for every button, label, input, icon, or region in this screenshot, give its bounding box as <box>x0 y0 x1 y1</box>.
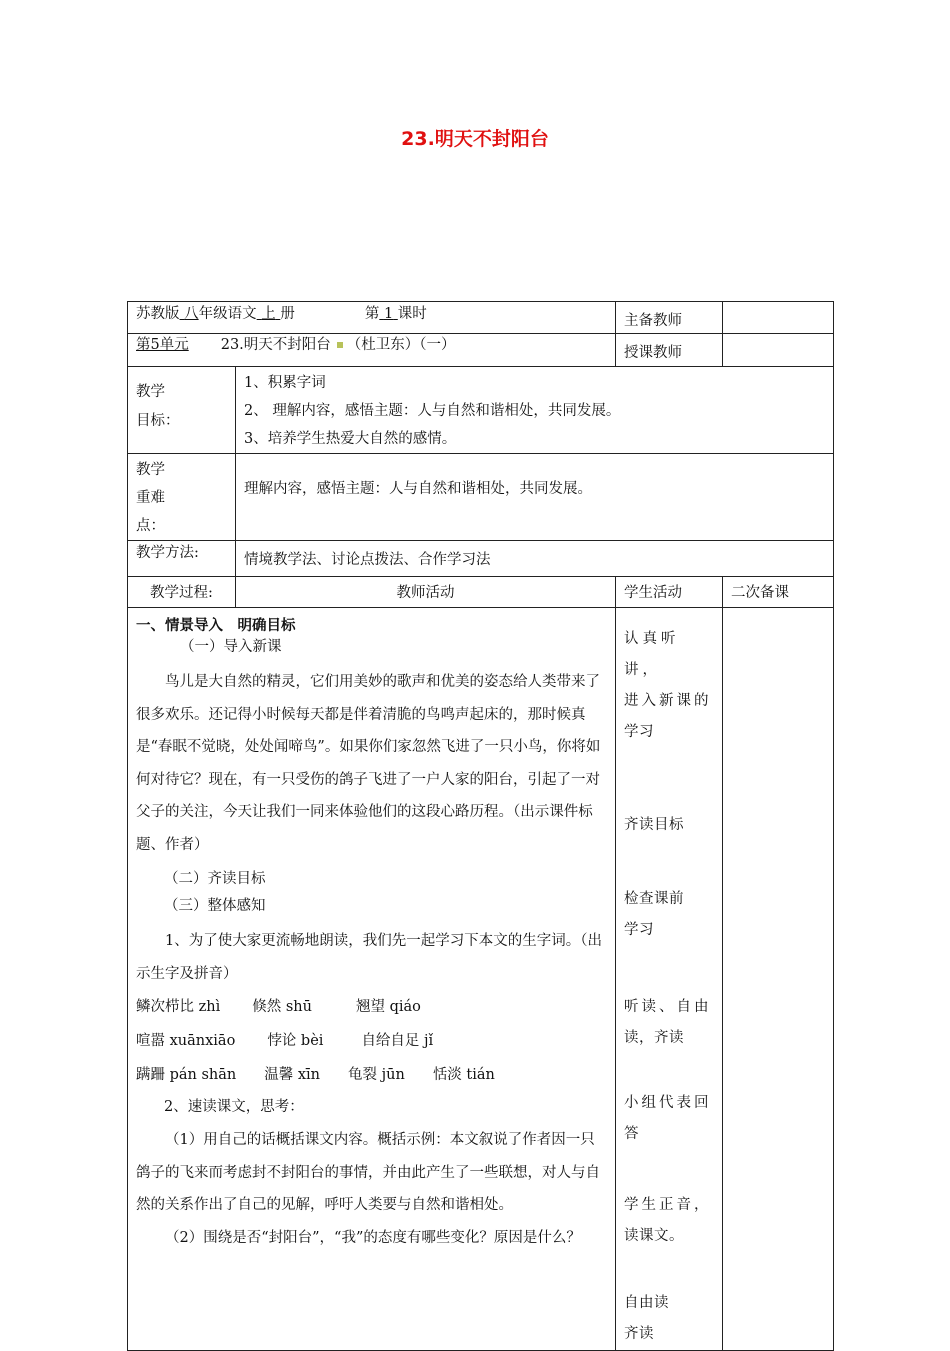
vocab-word: 温馨 xīn <box>264 1067 321 1083</box>
answer-2: （2）围绕是否“封阳台”，“我”的态度有哪些变化？原因是什么？ <box>165 1229 581 1246</box>
teacher-header-cell <box>236 577 616 608</box>
vocab-word: 蹒跚 pán shān <box>136 1067 237 1083</box>
vocab-word: 喧嚣 xuānxiāo <box>136 1033 236 1049</box>
student-header-cell <box>616 577 723 608</box>
sub-heading: （一）导入新课 <box>180 639 282 655</box>
backup-header: 二次备课 <box>731 585 789 601</box>
student-line: 学习 <box>624 724 654 740</box>
key-points-content <box>236 454 834 541</box>
volume-suffix: 册 <box>280 306 295 322</box>
volume: 上 <box>261 306 276 322</box>
lesson-title: 23.明天不封阳台 <box>220 337 331 353</box>
key-points-label-cell <box>128 454 236 541</box>
student-activity-content <box>616 608 723 1351</box>
backup-header-cell <box>723 577 834 608</box>
lesson-suffix: 课时 <box>397 306 427 322</box>
edition: 苏教版 <box>136 306 180 322</box>
dot-mark <box>337 342 343 348</box>
main-teacher-label: 主备教师 <box>624 313 682 329</box>
vocab-word: 鳞次栉比 zhì <box>136 999 221 1015</box>
vocab-row <box>136 990 607 1024</box>
student-activity-header: 学生活动 <box>624 585 682 601</box>
lesson-prefix: 第 <box>364 306 380 322</box>
page-title: 23.明天不封阳台 <box>401 128 549 150</box>
section-heading: 一、情景导入 明确目标 <box>136 618 296 634</box>
goal-item: 2、 理解内容，感悟主题：人与自然和谐相处，共同发展。 <box>244 403 621 419</box>
answer-1: （1）用自己的话概括课文内容。概括示例：本文叙说了作者因一只鸽子的飞来而考虑封不封阳台的事情，并由此产生了一些联想，对人与自然的关系作出了自己的见解，呼吁人类要与自然和谐相处。 <box>136 1132 600 1213</box>
teaching-teacher-label: 授课教师 <box>624 345 682 361</box>
goals-label-cell <box>128 367 236 454</box>
key-points-label-3: 点： <box>136 518 165 534</box>
goals-label-1: 教学 <box>136 384 165 400</box>
teacher-activity-content <box>128 608 616 1351</box>
student-line: 自由读 <box>624 1295 669 1311</box>
author: （杜卫东）（一） <box>346 337 456 353</box>
teacher-activity-header: 教师活动 <box>396 585 455 601</box>
vocab-word: 倏然 shū <box>252 999 312 1015</box>
student-line: 读，齐读 <box>624 1030 684 1046</box>
method-content <box>236 541 834 577</box>
student-line: 认真听讲， <box>624 631 680 678</box>
teaching-teacher-label-cell <box>616 334 723 367</box>
goal-item: 3、培养学生热爱大自然的感情。 <box>244 431 457 447</box>
main-teacher-value <box>723 302 834 334</box>
vocab-word: 恬淡 tián <box>432 1067 495 1083</box>
grade: 八 <box>184 306 199 322</box>
vocab-row <box>136 1024 607 1058</box>
student-line: 读课文。 <box>624 1228 684 1244</box>
vocab-word: 龟裂 jūn <box>348 1067 405 1083</box>
header-row-2 <box>128 334 616 367</box>
student-line: 答 <box>624 1126 639 1142</box>
goal-item: 1、积累字词 <box>244 375 326 391</box>
backup-content <box>723 608 834 1351</box>
main-teacher-label-cell <box>616 302 723 334</box>
vocab-word: 悖论 bèi <box>267 1033 324 1049</box>
student-line: 听读、自由 <box>624 999 712 1015</box>
student-line: 学习 <box>624 922 654 938</box>
vocab-word: 自给自足 jǐ <box>361 1033 434 1049</box>
sub-heading: （二）齐读目标 <box>164 871 266 887</box>
vocab-word: 翘望 qiáo <box>355 999 421 1015</box>
process-label: 教学过程: <box>150 585 213 601</box>
goals-label-2: 目标： <box>136 413 180 429</box>
key-points-label-2: 重难 <box>136 490 165 506</box>
method-label: 教学方法: <box>136 545 199 561</box>
student-line: 齐读目标 <box>624 817 684 833</box>
teaching-teacher-value <box>723 334 834 367</box>
student-line: 进入新课的 <box>624 693 712 709</box>
process-label-cell <box>128 577 236 608</box>
question-2: 2、速读课文，思考： <box>164 1099 304 1115</box>
lesson-plan-table <box>127 301 834 1351</box>
goals-content <box>236 367 834 454</box>
method-label-cell <box>128 541 236 577</box>
key-points-label-1: 教学 <box>136 462 165 478</box>
unit: 第5单元 <box>136 337 189 353</box>
key-points-text: 理解内容，感悟主题：人与自然和谐相处，共同发展。 <box>244 481 592 497</box>
sub-heading: （三）整体感知 <box>164 898 266 914</box>
student-line: 学生正音， <box>624 1197 712 1213</box>
lesson-number: 1 <box>383 306 394 322</box>
header-row-1 <box>128 302 616 334</box>
student-line: 齐读 <box>624 1326 654 1342</box>
student-line: 检查课前 <box>624 891 684 907</box>
question-1: 1、为了使大家更流畅地朗读，我们先一起学习下本文的生字词。（出示生字及拼音） <box>136 933 602 982</box>
student-line: 小组代表回 <box>624 1095 712 1111</box>
method-text: 情境教学法、讨论点拨法、合作学习法 <box>244 552 491 568</box>
subject: 年级语文 <box>198 306 257 322</box>
vocab-row <box>136 1058 607 1092</box>
intro-paragraph: 鸟儿是大自然的精灵，它们用美妙的歌声和优美的姿态给人类带来了很多欢乐。还记得小时候每天都是伴着清脆的鸟鸣声起床的，那时候真是“春眠不觉晓，处处闻啼鸟”。如果你们家忽然飞进了一只小鸟，你将如何对待它？现在，有一只受伤的鸽子飞进了一户人家的阳台，引起了一对父子的关注，今天让我们一同来体验他们的这段心路历程。（出示课件标题、作者） <box>136 674 601 853</box>
